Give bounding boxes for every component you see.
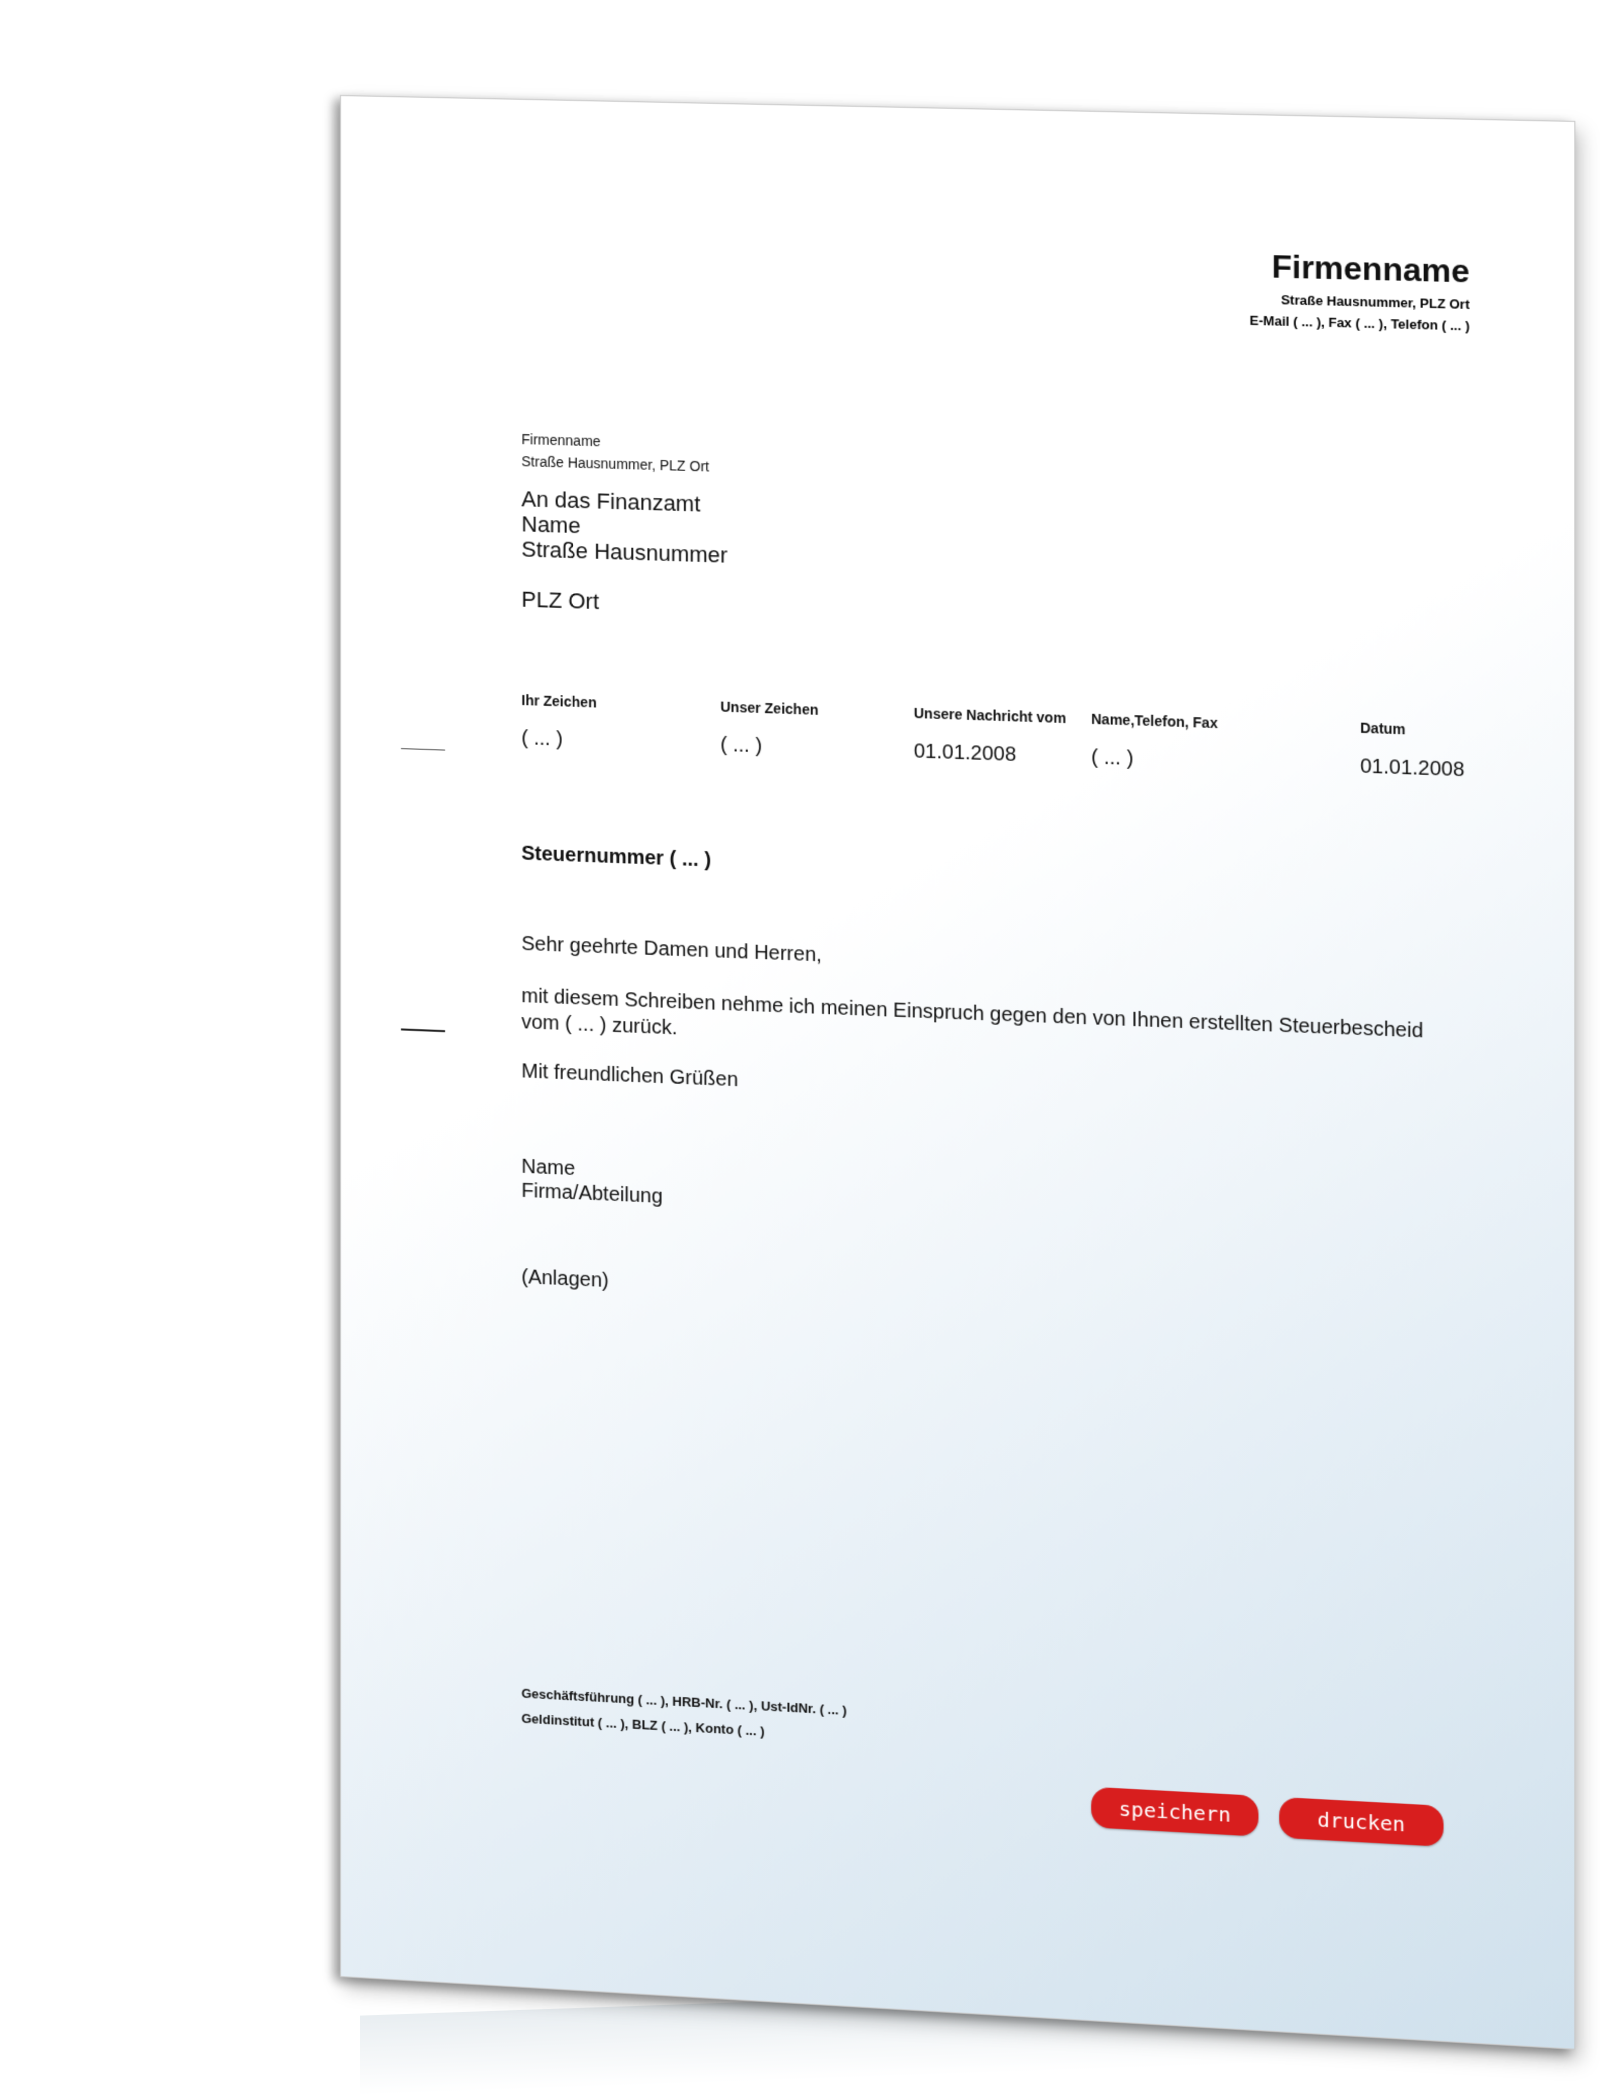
ref-value-name-telefon-fax: ( ... ) (1091, 746, 1134, 771)
letter-page (340, 95, 1575, 2050)
salutation: Sehr geehrte Damen und Herren, (521, 932, 822, 967)
sender-address: Straße Hausnummer, PLZ Ort (521, 453, 710, 475)
ref-value-datum: 01.01.2008 (1360, 755, 1465, 782)
print-button[interactable]: drucken (1279, 1797, 1443, 1847)
subject-line: Steuernummer ( ... ) (521, 842, 712, 872)
recipient-line-3: Straße Hausnummer (521, 536, 728, 568)
recipient-line-2: Name (521, 511, 581, 539)
ref-label-name-telefon-fax: Name,Telefon, Fax (1091, 710, 1218, 732)
body-paragraph: mit diesem Schreiben nehme ich meinen Einspruch gegen den von Ihnen erstellten Steuerbescheid vom ( ... ) zurück. (521, 985, 1424, 1043)
fold-mark-upper (401, 748, 445, 751)
ref-label-unsere-nachricht: Unsere Nachricht vom (913, 704, 1067, 727)
ref-value-unser-zeichen: ( ... ) (720, 733, 763, 758)
attachments: (Anlagen) (521, 1266, 609, 1293)
ref-label-datum: Datum (1360, 719, 1406, 738)
signature-name: Name (521, 1155, 576, 1181)
save-button[interactable]: speichern (1091, 1787, 1258, 1837)
letterhead-address: Straße Hausnummer, PLZ Ort (1280, 292, 1470, 312)
letterhead-company-name: Firmenname (1271, 248, 1470, 290)
closing: Mit freundlichen Grüßen (521, 1060, 739, 1092)
sender-name: Firmenname (521, 431, 601, 450)
recipient-line-1: An das Finanzamt (521, 486, 701, 517)
footer-line-1: Geschäftsführung ( ... ), HRB-Nr. ( ... ), Ust-IdNr. ( ... ) (521, 1685, 847, 1718)
ref-value-unsere-nachricht: 01.01.2008 (913, 740, 1017, 767)
signature-department: Firma/Abteilung (521, 1179, 663, 1208)
ref-label-ihr-zeichen: Ihr Zeichen (521, 691, 597, 711)
letterhead-contact: E-Mail ( ... ), Fax ( ... ), Telefon ( ... ) (1249, 312, 1470, 334)
ref-label-unser-zeichen: Unser Zeichen (720, 698, 819, 718)
recipient-city: PLZ Ort (521, 586, 600, 615)
ref-value-ihr-zeichen: ( ... ) (521, 727, 563, 751)
fold-mark-middle (401, 1028, 445, 1032)
letterhead (1250, 247, 1470, 333)
footer-line-2: Geldinstitut ( ... ), BLZ ( ... ), Konto ( ... ) (521, 1710, 765, 1739)
